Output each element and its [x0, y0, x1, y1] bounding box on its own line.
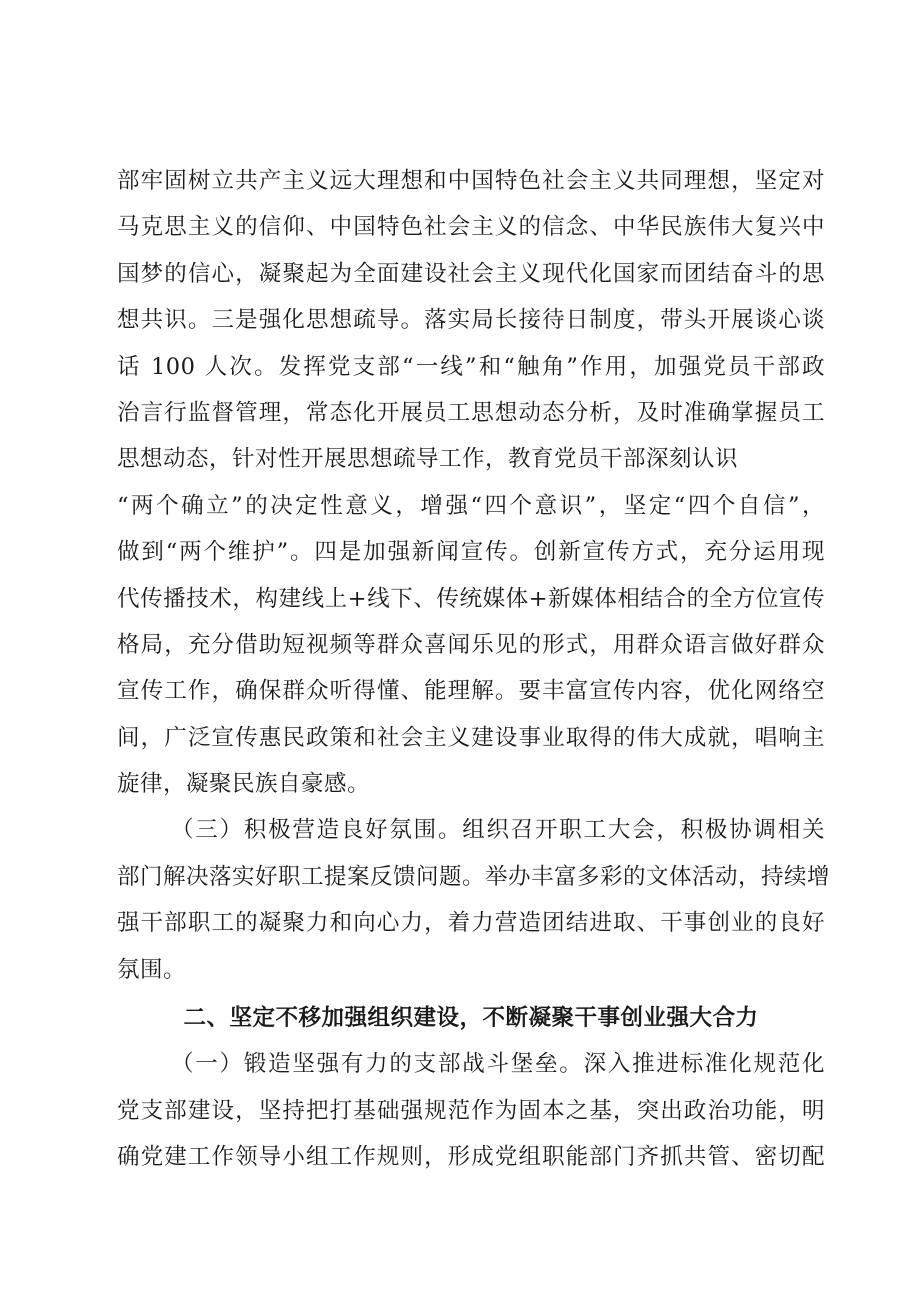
paragraph-line: 氛围。: [117, 956, 187, 983]
paragraph-line: “两个确立”的决定性意义，增强“四个意识”，坚定“四个自信”，: [117, 492, 825, 519]
paragraph-line: 部牢固树立共产主义远大理想和中国特色社会主义共同理想，坚定对: [117, 168, 825, 194]
paragraph-line: （三）积极营造良好氛围。组织召开职工大会，积极协调相关: [171, 817, 825, 844]
paragraph-line: 旋律，凝聚民族自豪感。: [117, 771, 371, 798]
paragraph-line: 治言行监督管理，常态化开展员工思想动态分析，及时准确掌握员工: [117, 399, 825, 426]
paragraph-line: （一）锻造坚强有力的支部战斗堡垒。深入推进标准化规范化: [171, 1051, 825, 1078]
paragraph-line: 想共识。三是强化思想疏导。落实局长接待日制度，带头开展谈心谈: [117, 307, 825, 334]
document-body: [117, 158, 831, 1181]
paragraph-3: [117, 1041, 825, 1180]
paragraph-line: 部门解决落实好职工提案反馈问题。举办丰富多彩的文体活动，持续增: [117, 863, 831, 890]
section-heading: 二、坚定不移加强组织建设，不断凝聚干事创业强大合力: [183, 1005, 759, 1032]
paragraph-2: [117, 807, 831, 993]
paragraph-line: 话 100 人次。发挥党支部“一线”和“触角”作用，加强党员干部政: [117, 353, 825, 380]
paragraph-line: 国梦的信心，凝聚起为全面建设社会主义现代化国家而团结奋斗的思: [117, 260, 825, 287]
paragraph-line: 强干部职工的凝聚力和向心力，着力营造团结进取、干事创业的良好: [117, 910, 825, 937]
paragraph-line: 马克思主义的信仰、中国特色社会主义的信念、中华民族伟大复兴中: [117, 214, 825, 241]
paragraph-line: 宣传工作，确保群众听得懂、能理解。要丰富宣传内容，优化网络空: [117, 678, 825, 705]
paragraph-line: 格局，充分借助短视频等群众喜闻乐见的形式，用群众语言做好群众: [117, 631, 825, 658]
paragraph-line: 确党建工作领导小组工作规则，形成党组职能部门齐抓共管、密切配: [117, 1144, 825, 1171]
paragraph-line: 代传播技术，构建线上+线下、传统媒体+新媒体相结合的全方位宣传: [117, 585, 825, 612]
paragraph-line: 做到“两个维护”。四是加强新闻宣传。创新宣传方式，充分运用现: [117, 539, 825, 566]
paragraph-line: 党支部建设，坚持把打基础强规范作为固本之基，突出政治功能，明: [117, 1097, 825, 1124]
paragraph-line: 思想动态，针对性开展思想疏导工作，教育党员干部深刻认识: [117, 446, 739, 473]
paragraph-1: [117, 158, 825, 807]
paragraph-line: 间，广泛宣传惠民政策和社会主义建设事业取得的伟大成就，唱响主: [117, 724, 825, 751]
